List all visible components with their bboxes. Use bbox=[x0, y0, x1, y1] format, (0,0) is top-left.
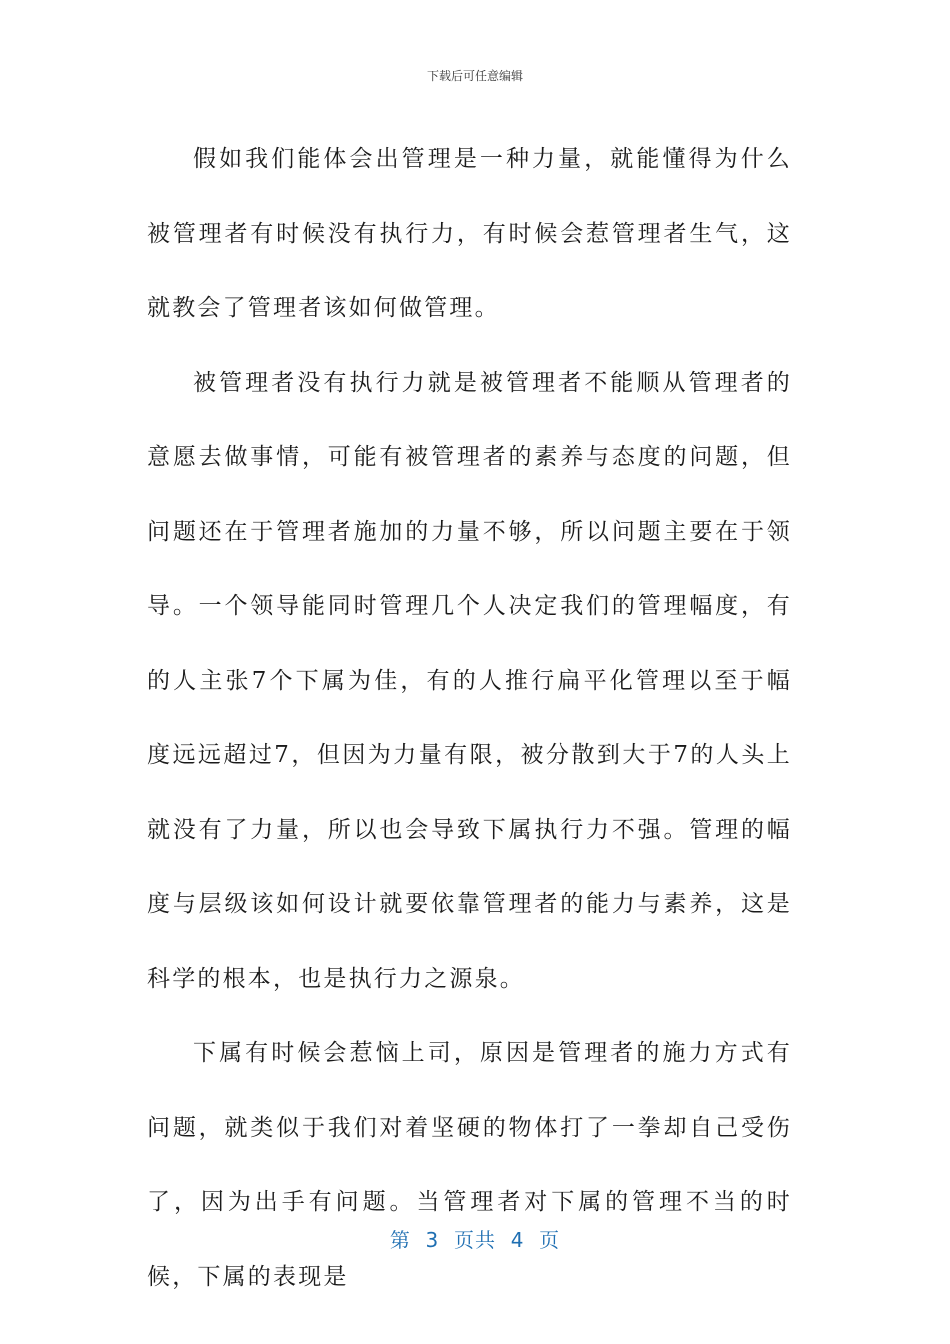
paragraph: 被管理者没有执行力就是被管理者不能顺从管理者的意愿去做事情，可能有被管理者的素养与态度的问题，但问题还在于管理者施加的力量不够，所以问题主要在于领导。一个领导能同时管理几个人决定我们的管理幅度，有的人主张7个下属为佳，有的人推行扁平化管理以至于幅度远远超过7，但因为力量有限，被分散到大于7的人头上就没有了力量，所以也会导致下属执行力不强。管理的幅度与层级该如何设计就要依靠管理者的能力与素养，这是科学的根本，也是执行力之源泉。 bbox=[147, 369, 792, 992]
header-note: 下载后可任意编辑 bbox=[426, 69, 523, 83]
paragraph: 下属有时候会惹恼上司，原因是管理者的施力方式有问题，就类似于我们对着坚硬的物体打了一拳却自己受伤了，因为出手有问题。当管理者对下属的管理不当的时候，下属的表现是 bbox=[147, 1040, 792, 1290]
paragraph: 假如我们能体会出管理是一种力量，就能懂得为什么被管理者有时候没有执行力，有时候会惹管理者生气，这就教会了管理者该如何做管理。 bbox=[147, 146, 792, 321]
page-number-footer: 第 3 页共 4 页 bbox=[389, 1228, 561, 1252]
document-body bbox=[147, 122, 792, 1314]
